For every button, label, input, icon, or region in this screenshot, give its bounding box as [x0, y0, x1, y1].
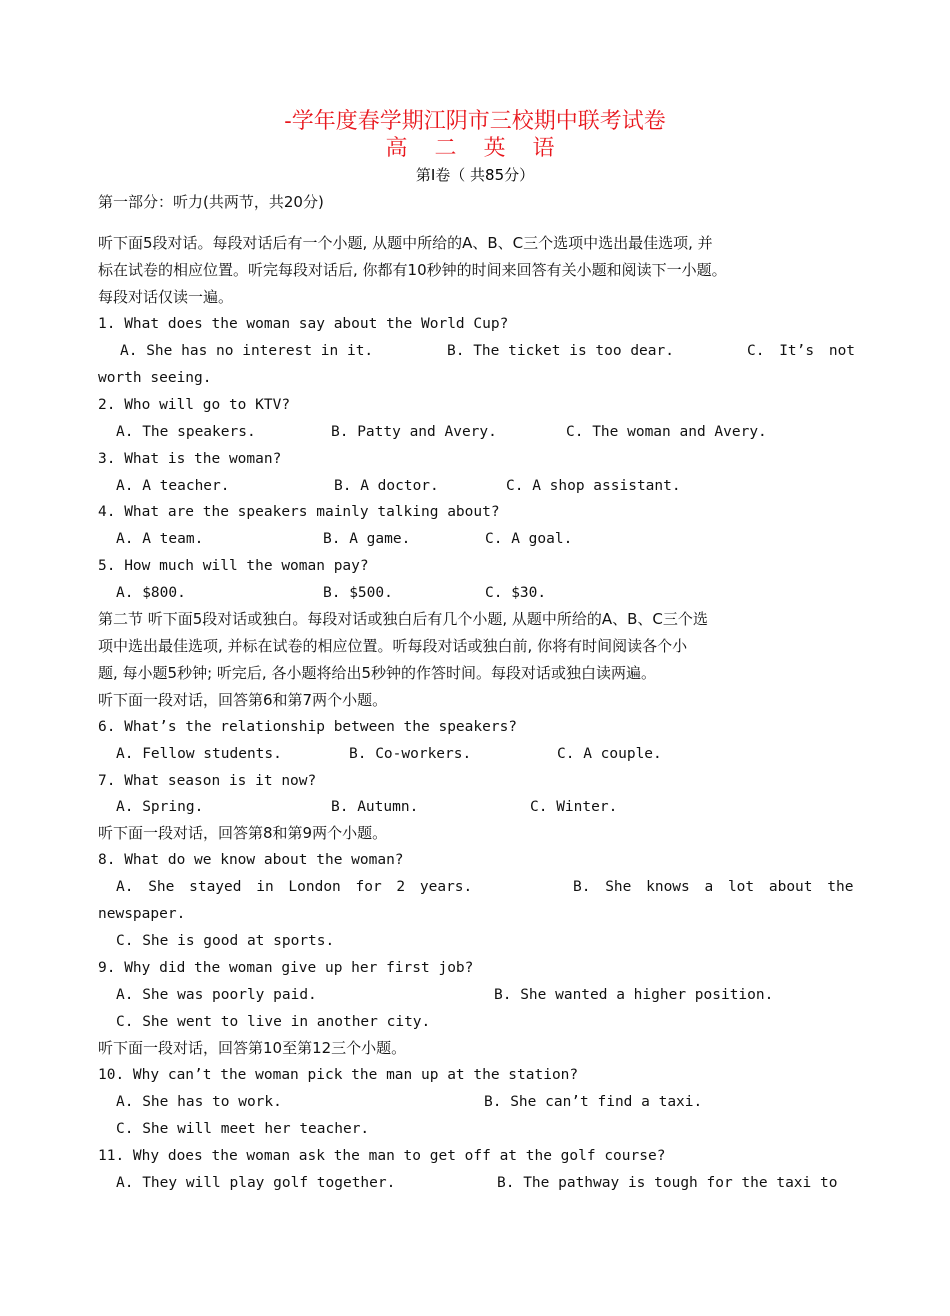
dialog-intro-6-7: 听下面一段对话，回答第6和第7两个小题。 — [98, 691, 388, 709]
question-4: 4. What are the speakers mainly talking about? — [98, 504, 500, 520]
q7-option-a: A. Spring. — [116, 799, 204, 815]
question-9: 9. Why did the woman give up her first job? — [98, 960, 474, 976]
exam-title: -学年度春学期江阴市三校期中联考试卷 — [284, 109, 666, 134]
q5-option-c: C. $30. — [485, 585, 547, 601]
dialog-intro-8-9: 听下面一段对话，回答第8和第9两个小题。 — [98, 824, 388, 842]
q2-option-a: A. The speakers. — [116, 424, 256, 440]
section2-instruction-line: 题, 每小题5秒钟; 听完后, 各小题将给出5秒钟的作答时间。每段对话或独白读两遍。 — [98, 664, 656, 682]
question-8: 8. What do we know about the woman? — [98, 852, 404, 868]
q11-option-a: A. They will play golf together. — [116, 1175, 396, 1191]
question-1: 1. What does the woman say about the World Cup? — [98, 316, 509, 332]
part1-heading: 第一部分：听力(共两节，共20分) — [98, 193, 324, 211]
volume-heading: 第Ⅰ卷（ 共85分） — [415, 166, 535, 184]
question-11: 11. Why does the woman ask the man to get off at the golf course? — [98, 1148, 666, 1164]
q6-option-c: C. A couple. — [557, 746, 662, 762]
q7-option-c: C. Winter. — [530, 799, 618, 815]
question-10: 10. Why can’t the woman pick the man up at the station? — [98, 1067, 579, 1083]
dialog-intro-10-12: 听下面一段对话，回答第10至第12三个小题。 — [98, 1039, 407, 1057]
q1-option-a: A. She has no interest in it. — [120, 343, 374, 359]
section2-instruction-line: 第二节 听下面5段对话或独白。每段对话或独白后有几个小题, 从题中所给的A、B、C三个选 — [98, 610, 708, 628]
question-6: 6. What’s the relationship between the speakers? — [98, 719, 518, 735]
q10-option-c: C. She will meet her teacher. — [116, 1121, 370, 1137]
q10-option-a: A. She has to work. — [116, 1094, 282, 1110]
subject-title: 高 二 英 语 — [385, 136, 565, 161]
q8-option-b-continued: newspaper. — [98, 906, 186, 922]
q6-option-a: A. Fellow students. — [116, 746, 282, 762]
q3-option-c: C. A shop assistant. — [506, 478, 681, 494]
question-5: 5. How much will the woman pay? — [98, 558, 369, 574]
q4-option-c: C. A goal. — [485, 531, 573, 547]
question-2: 2. Who will go to KTV? — [98, 397, 291, 413]
q9-option-a: A. She was poorly paid. — [116, 987, 317, 1003]
q2-option-b: B. Patty and Avery. — [331, 424, 497, 440]
q9-option-b: B. She wanted a higher position. — [494, 987, 774, 1003]
q6-option-b: B. Co-workers. — [349, 746, 472, 762]
q1-option-c: C. It’s not — [747, 343, 856, 359]
q5-option-b: B. $500. — [323, 585, 393, 601]
q11-option-b: B. The pathway is tough for the taxi to — [497, 1175, 838, 1191]
q10-option-b: B. She can’t find a taxi. — [484, 1094, 703, 1110]
q2-option-c: C. The woman and Avery. — [566, 424, 767, 440]
question-3: 3. What is the woman? — [98, 451, 282, 467]
q3-option-b: B. A doctor. — [334, 478, 439, 494]
q5-option-a: A. $800. — [116, 585, 186, 601]
q1-option-c-continued: worth seeing. — [98, 370, 212, 386]
section1-instruction-line: 每段对话仅读一遍。 — [98, 288, 234, 306]
q9-option-c: C. She went to live in another city. — [116, 1014, 431, 1030]
section1-instruction-line: 标在试卷的相应位置。听完每段对话后, 你都有10秒钟的时间来回答有关小题和阅读下一小题。 — [98, 261, 727, 279]
q1-option-b: B. The ticket is too dear. — [447, 343, 674, 359]
q7-option-b: B. Autumn. — [331, 799, 419, 815]
q4-option-b: B. A game. — [323, 531, 411, 547]
section2-instruction-line: 项中选出最佳选项, 并标在试卷的相应位置。听每段对话或独白前, 你将有时间阅读各个小 — [98, 637, 688, 655]
q4-option-a: A. A team. — [116, 531, 204, 547]
question-7: 7. What season is it now? — [98, 773, 317, 789]
q8-option-b: B. She knows a lot about the — [573, 879, 854, 895]
section1-instruction-line: 听下面5段对话。每段对话后有一个小题, 从题中所给的A、B、C三个选项中选出最佳选项, 并 — [98, 234, 713, 252]
q8-option-c: C. She is good at sports. — [116, 933, 335, 949]
q8-option-a: A. She stayed in London for 2 years. — [116, 879, 473, 895]
q3-option-a: A. A teacher. — [116, 478, 230, 494]
